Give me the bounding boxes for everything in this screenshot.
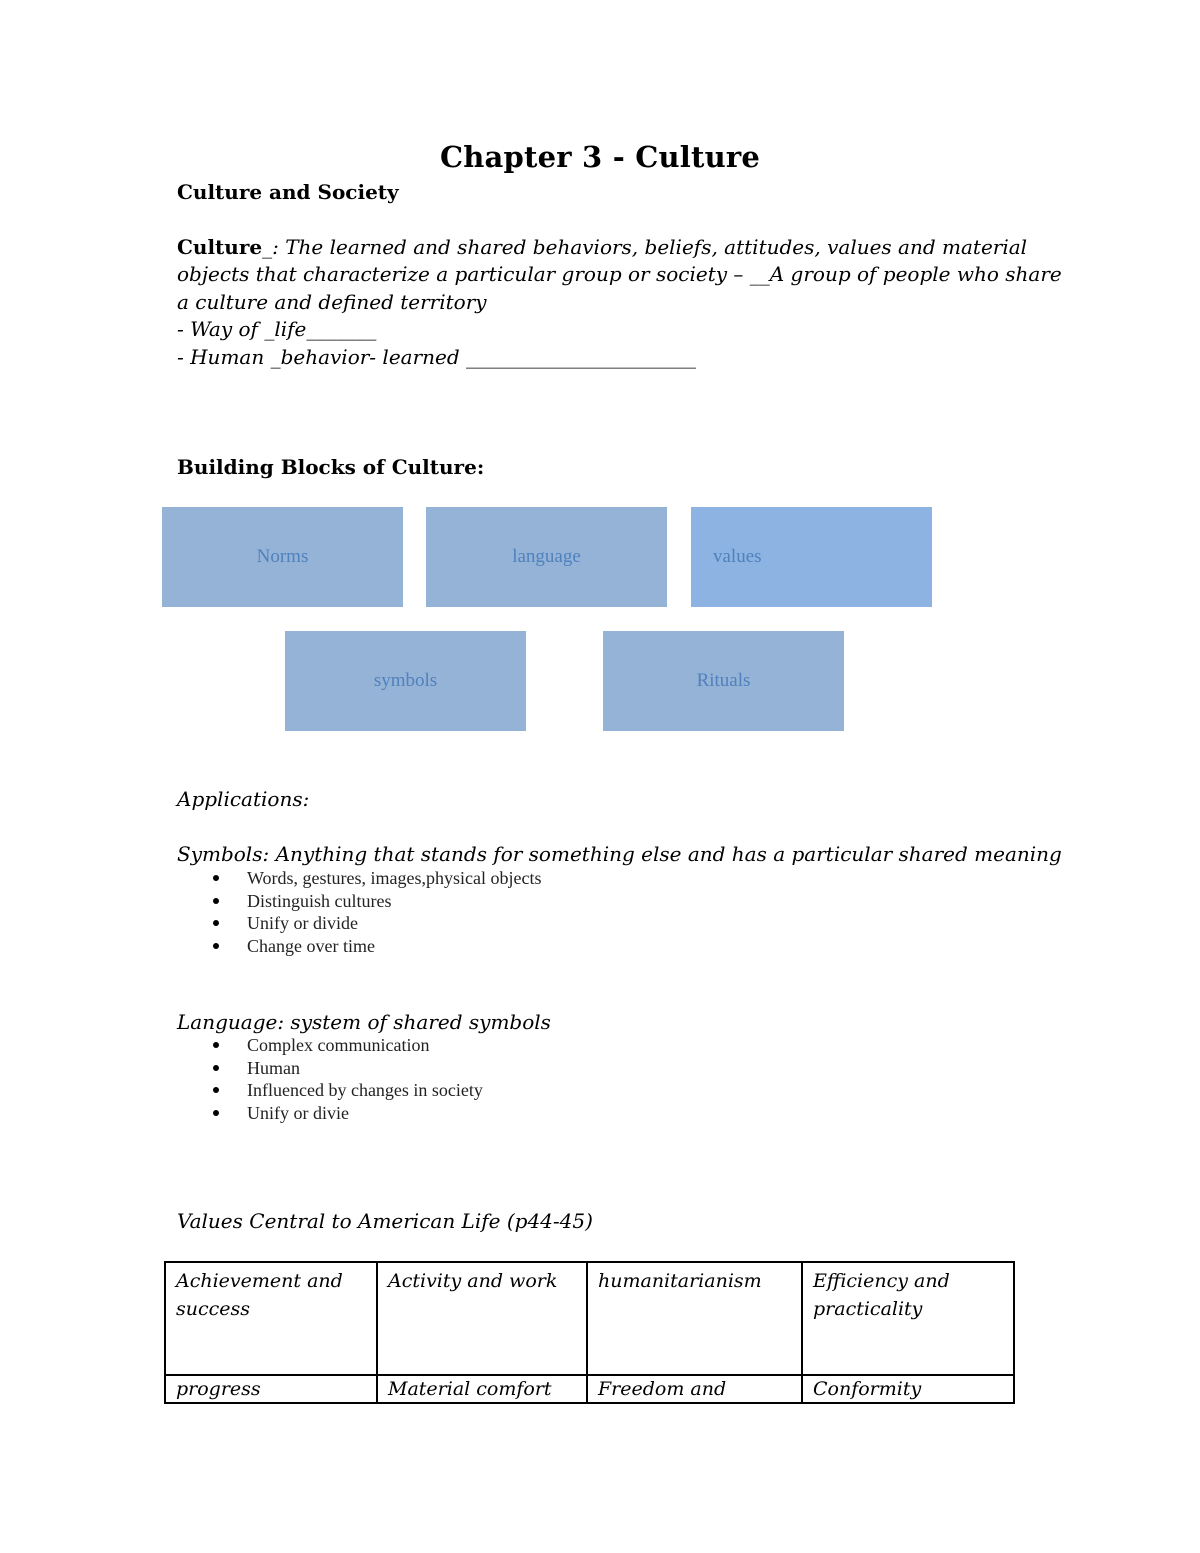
building-blocks-heading: Building Blocks of Culture: xyxy=(177,455,485,479)
bullet-icon xyxy=(213,1065,219,1071)
section-heading-culture-society: Culture and Society xyxy=(177,180,399,204)
language-list xyxy=(210,1034,483,1124)
building-block-values xyxy=(691,507,932,607)
bullet-icon xyxy=(213,898,219,904)
table-row xyxy=(165,1375,1014,1403)
table-cell: Material comfort xyxy=(377,1375,587,1403)
list-item: Influenced by changes in society xyxy=(210,1079,483,1102)
values-table-heading: Values Central to American Life (p44-45) xyxy=(177,1209,593,1233)
building-block-rituals xyxy=(603,631,844,731)
building-block-language xyxy=(426,507,667,607)
human-behavior-line: - Human _behavior- learned _______________________ xyxy=(177,345,697,369)
building-block-label: symbols xyxy=(373,670,438,691)
bullet-icon xyxy=(213,943,219,949)
language-heading: Language: system of shared symbols xyxy=(177,1010,551,1034)
way-of-life-line: - Way of _life_______ xyxy=(177,317,377,341)
table-row xyxy=(165,1262,1014,1375)
table-cell: Achievement and success xyxy=(165,1262,377,1375)
building-block-label: Rituals xyxy=(696,670,751,691)
building-block-label: Norms xyxy=(256,546,309,567)
list-item: Words, gestures, images,physical objects xyxy=(210,867,542,890)
list-item: Complex communication xyxy=(210,1034,483,1057)
bullet-icon xyxy=(213,1042,219,1048)
bullet-icon xyxy=(213,920,219,926)
page-title: Chapter 3 - Culture xyxy=(439,140,761,174)
bullet-icon xyxy=(213,1110,219,1116)
building-block-label: language xyxy=(512,546,581,567)
list-item: Unify or divide xyxy=(210,912,542,935)
building-block-norms xyxy=(162,507,403,607)
culture-definition-text-1: _: The learned and shared behaviors, beliefs, attitudes, values and material xyxy=(262,235,1028,259)
culture-definition-line-3: a culture and defined territory xyxy=(177,290,487,314)
list-item: Distinguish cultures xyxy=(210,890,542,913)
list-item: Unify or divie xyxy=(210,1102,483,1125)
building-block-symbols xyxy=(285,631,526,731)
table-cell: progress xyxy=(165,1375,377,1403)
culture-term: Culture xyxy=(177,235,263,259)
culture-definition-line-2: objects that characterize a particular group or society – __A group of people who share xyxy=(177,262,1062,286)
values-table xyxy=(164,1261,1015,1404)
table-cell: Efficiency and practicality xyxy=(802,1262,1014,1375)
building-block-label: values xyxy=(713,546,762,567)
table-cell: humanitarianism xyxy=(587,1262,802,1375)
table-cell: Freedom and xyxy=(587,1375,802,1403)
table-cell: Conformity xyxy=(802,1375,1014,1403)
bullet-icon xyxy=(213,1087,219,1093)
bullet-icon xyxy=(213,875,219,881)
symbols-heading: Symbols: Anything that stands for something else and has a particular shared meaning xyxy=(177,842,1062,866)
table-cell: Activity and work xyxy=(377,1262,587,1375)
symbols-list xyxy=(210,867,542,957)
list-item: Change over time xyxy=(210,935,542,958)
list-item: Human xyxy=(210,1057,483,1080)
applications-heading: Applications: xyxy=(177,787,310,811)
culture-definition-line-1 xyxy=(177,235,1027,259)
